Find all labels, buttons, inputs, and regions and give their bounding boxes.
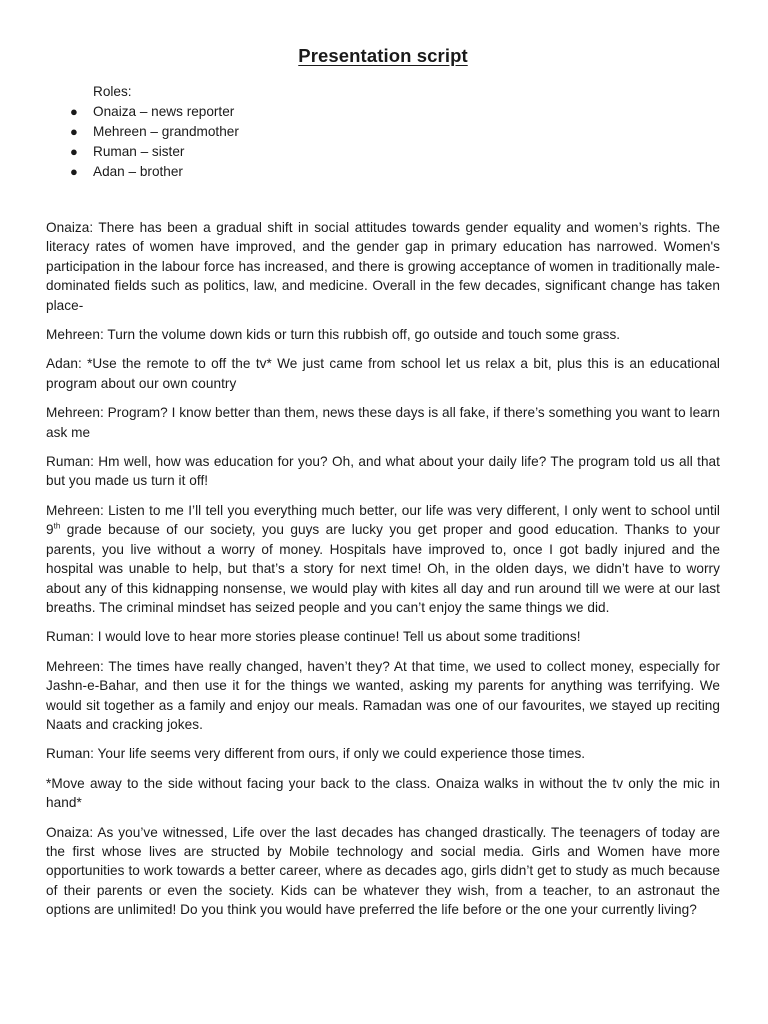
bullet-icon: ●	[70, 104, 78, 119]
bullet-icon: ●	[70, 144, 78, 159]
list-item	[46, 122, 720, 142]
script-paragraph: Mehreen: Program? I know better than them, news these days is all fake, if there’s something you want to learn ask me	[46, 405, 720, 440]
script-paragraph: Adan: *Use the remote to off the tv* We just came from school let us relax a bit, plus this is an educational program about our own country	[46, 356, 720, 391]
paragraph-text: Mehreen: Listen to me I’ll tell you everything much better, our life was very different, I only went to school until 9	[46, 502, 720, 538]
script-paragraph: Onaiza: There has been a gradual shift in social attitudes towards gender equality and women’s rights. The literacy rates of women have improved, and the gender gap in primary education has narrowed. Women's participation in the labour force has increased, and there is growing acceptance of women in traditionally male-dominated fields such as politics, law, and medicine. Overall in the few decades, significant change has taken place-	[46, 220, 720, 313]
role-text: Mehreen – grandmother	[93, 124, 239, 139]
script-paragraph	[46, 501, 720, 617]
role-text: Adan – brother	[93, 164, 183, 179]
roles-list	[46, 102, 720, 182]
script-paragraph: Ruman: I would love to hear more stories please continue! Tell us about some traditions!	[46, 629, 581, 645]
roles-heading: Roles:	[93, 84, 132, 99]
script-paragraph: Mehreen: The times have really changed, haven’t they? At that time, we used to collect money, especially for Jashn-e-Bahar, and then use it for the things we wanted, asking my parents for anything was terrifying. We would sit together as a family and enjoy our meals. Ramadan was one of our favourites, we stayed up reciting Naats and cracking jokes.	[46, 658, 720, 732]
ordinal-suffix: th	[53, 521, 61, 531]
script-paragraph: Ruman: Hm well, how was education for you? Oh, and what about your daily life? The program told us all that but you made us turn it off!	[46, 454, 720, 489]
page-title: Presentation script	[298, 45, 468, 66]
list-item	[46, 162, 720, 182]
role-text: Onaiza – news reporter	[93, 104, 235, 119]
script-paragraph: Mehreen: Turn the volume down kids or turn this rubbish off, go outside and touch some grass.	[46, 327, 621, 343]
list-item	[46, 142, 720, 162]
stage-direction: *Move away to the side without facing your back to the class. Onaiza walks in without the tv only the mic in hand*	[46, 775, 720, 811]
script-paragraph: Onaiza: As you’ve witnessed, Life over the last decades has changed drastically. The teenagers of today are the first whose lives are structed by Mobile technology and social media. Girls and Women have more opportunities to work towards a better career, where as decades ago, girls didn’t get to study as much because of their parents or even the society. Kids can be whatever they wish, from a teacher, to an astronaut the options are unlimited! Do you think you would have preferred the life before or the one your currently living?	[46, 824, 720, 918]
role-text: Ruman – sister	[93, 144, 185, 159]
list-item	[46, 102, 720, 122]
bullet-icon: ●	[70, 164, 78, 179]
script-paragraph: Ruman: Your life seems very different from ours, if only we could experience those times.	[46, 746, 586, 762]
paragraph-text: grade because of our society, you guys are lucky you get proper and good education. Thanks to your parents, you live without a worry of money. Hospitals have improved to, once I got badly injured and the hospital was unable to help, but that’s a story for next time! Oh, in the olden days, we didn’t have to worry about any of this kidnapping nonsense, we would play with kites all day and run around till we were at our last breaths. The criminal mindset has seized people and you can’t enjoy the same things we did.	[46, 522, 720, 615]
bullet-icon: ●	[70, 124, 78, 139]
